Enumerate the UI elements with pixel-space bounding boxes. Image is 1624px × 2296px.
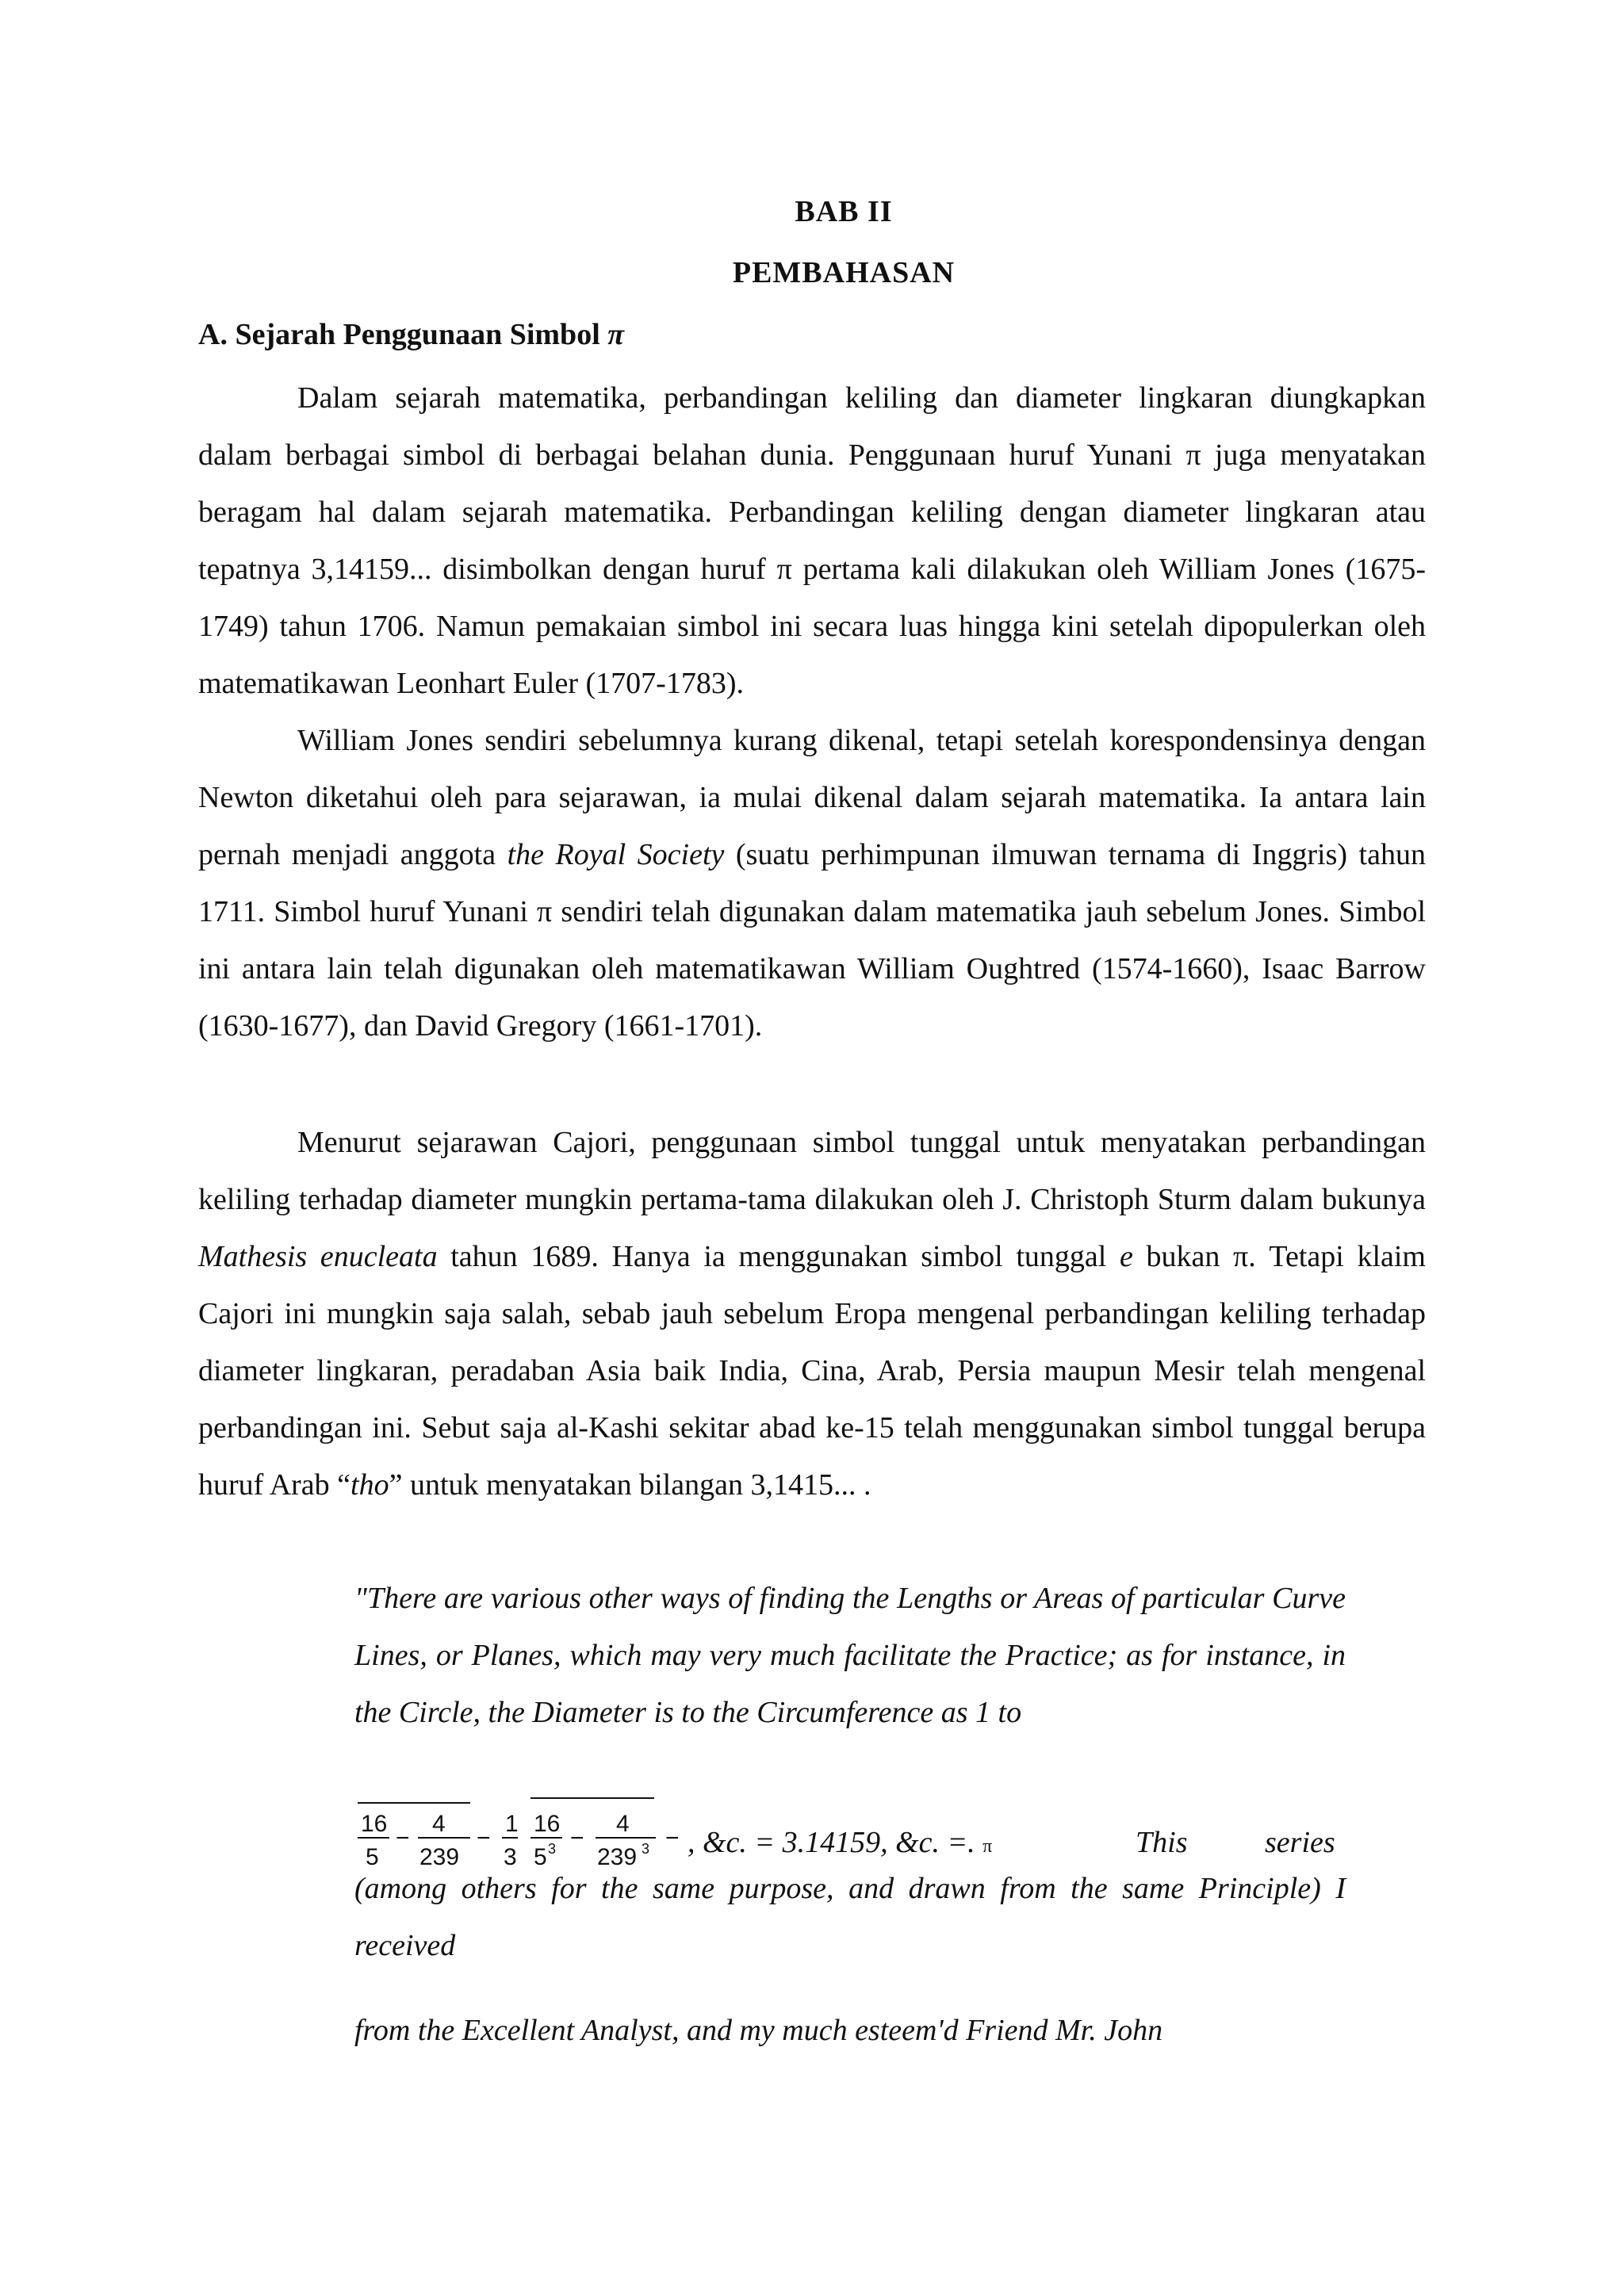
- paragraph-3-text-c: bukan π. Tetapi klaim Cajori ini mungkin saja salah, sebab jauh sebelum Eropa mengenal perbandingan keliling terhadap diameter lingkaran, peradaban Asia baik India, Cina, Arab, Persia maupun Mesir telah mengenal perbandingan ini. Sebut saja al-Kashi sekitar abad ke-15 telah menggunakan simbol tunggal berupa huruf Arab “: [198, 1240, 1426, 1502]
- paragraph-1-text: Dalam sejarah matematika, perbandingan keliling dan diameter lingkaran diungkapkan dalam berbagai simbol di berbagai belahan dunia. Penggunaan huruf Yunani π juga menyatakan beragam hal dalam sejarah matematika. Perbandingan keliling dengan diameter lingkaran atau tepatnya 3,14159... disimbolkan dengan huruf π pertama kali dilakukan oleh William Jones (1675-1749) tahun 1706. Namun pemakaian simbol ini secara luas hingga kini setelah dipopulerkan oleh matematikawan Leonhart Euler (1707-1783).: [198, 381, 1426, 700]
- formula-tail-text: , &c. = 3.14159, &c. =.: [688, 1826, 975, 1859]
- paragraph-2-text-b: (suatu perhimpunan ilmuwan ternama di Inggris) tahun 1711. Simbol huruf Yunani π sendiri telah digunakan dalam matematika jauh sebelum Jones. Simbol ini antara lain telah digunakan oleh matematikawan William Oughtred (1574-1660), Isaac Barrow (1630-1677), dan David Gregory (1661-1701).: [198, 838, 1426, 1043]
- quote-part-1: "There are various other ways of finding the Lengths or Areas of particular Curve Lines, or Planes, which may very much facilitate the Practice; as for instance, in the Circle, the Diameter is to the Circumference as 1 to: [354, 1582, 1346, 1729]
- pi-symbol: π: [982, 1836, 993, 1857]
- paragraph-3-text-d: ” untuk menyatakan bilangan 3,1415... .: [389, 1468, 871, 1502]
- chapter-title: PEMBAHASAN: [732, 256, 956, 289]
- frac2-num: 4: [432, 1811, 446, 1837]
- paragraph-3-text-a: Menurut sejarawan Cajori, penggunaan simbol tunggal untuk menyatakan perbandingan keliling terhadap diameter mungkin pertama-tama dilakukan oleh J. Christoph Sturm dalam bukunya: [198, 1126, 1426, 1216]
- frac4-num: 16: [534, 1811, 561, 1837]
- frac4-den: 5: [534, 1844, 547, 1869]
- paragraph-2-text-a: William Jones sendiri sebelumnya kurang dikenal, tetapi setelah korespondensinya dengan Newton diketahui oleh para sejarawan, ia mulai dikenal dalam sejarah matematika. Ia antara lain pernah menjadi anggota: [198, 724, 1426, 871]
- section-title: [198, 317, 624, 352]
- series-formula: [354, 1790, 1346, 1869]
- quote-part-3: from the Excellent Analyst, and my much esteem'd Friend Mr. John: [354, 2014, 1163, 2047]
- book-title: Mathesis enucleata: [198, 1240, 438, 1273]
- section-symbol: π: [607, 318, 624, 351]
- formula-tail: [688, 1825, 992, 1860]
- minus-3: −: [570, 1825, 584, 1851]
- tho-term: tho: [350, 1468, 389, 1502]
- minus-4: −: [665, 1825, 680, 1851]
- paragraph-2: [198, 712, 1426, 1054]
- minus-1: −: [396, 1825, 410, 1851]
- frac2-den: 239: [419, 1844, 460, 1869]
- frac3-den: 3: [504, 1844, 517, 1869]
- section-label: A. Sejarah Penggunaan Simbol: [198, 318, 600, 351]
- quote-part-2: (among others for the same purpose, and drawn from the same Principle) I received: [354, 1872, 1346, 1962]
- paragraph-1: [198, 369, 1426, 712]
- chapter-heading: BAB II: [795, 195, 893, 228]
- frac1-num: 16: [361, 1811, 388, 1837]
- symbol-e: e: [1119, 1240, 1133, 1273]
- frac4-exp: 3: [548, 1841, 557, 1857]
- royal-society-term: the Royal Society: [507, 838, 725, 871]
- formula-graphic: [354, 1790, 688, 1869]
- frac5-num: 4: [616, 1811, 630, 1837]
- frac5-den: 239: [597, 1844, 638, 1869]
- paragraph-3-text-b: tahun 1689. Hanya ia menggunakan simbol tunggal: [437, 1240, 1120, 1273]
- this-word: This: [1136, 1826, 1188, 1859]
- paragraph-3: [198, 1114, 1426, 1513]
- frac1-den: 5: [366, 1844, 379, 1869]
- frac3-num: 1: [505, 1811, 519, 1837]
- frac5-exp: 3: [642, 1841, 650, 1857]
- series-word: series: [1265, 1826, 1335, 1859]
- minus-2: −: [477, 1825, 491, 1851]
